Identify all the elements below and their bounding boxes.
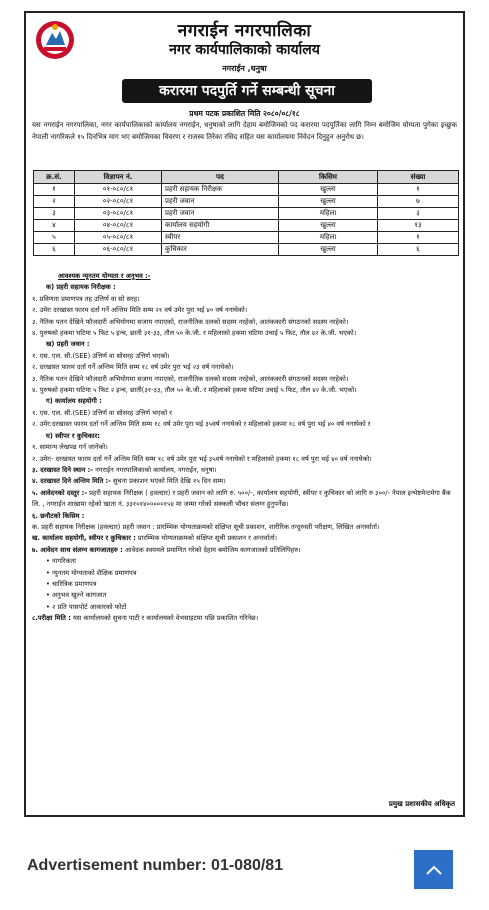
notice-image (24, 11, 465, 817)
cell: २ (34, 196, 75, 208)
cell: ६ (378, 244, 459, 256)
cell: ०४-०८०/८१ (75, 220, 162, 232)
table-row (34, 196, 459, 208)
selection-item: क. प्रहरी सहायक निरीक्षक (हवल्दार) प्रहरी जवान : प्रारम्भिक योग्यताक्रमको संक्षिप्त सूची प्रकाशन, शारीरिक तन्दुरुस्ती परीक्षण, लिखित अन्तर्वार्ता। (32, 522, 380, 531)
scroll-to-top-button[interactable] (414, 850, 453, 889)
qualification-heading: आवश्यक न्यूनतम योग्यता र अनुभव :- (58, 272, 151, 280)
application-deadline (32, 476, 457, 487)
column-header: संख्या (378, 171, 459, 184)
cell: ६ (34, 244, 75, 256)
column-header: क्र.सं. (34, 171, 75, 184)
publish-date: प्रथम पटक प्रकाशित मिति २०८०/०८/१८ (189, 109, 300, 118)
section-title: घ) स्वीपर र कुचिकार: (46, 431, 100, 440)
table-row (34, 184, 459, 196)
cell: ७ (378, 196, 459, 208)
cell: ४ (34, 220, 75, 232)
list-item: ४. पुरुषको हकमा घटिमा ५ फिट ५ इन्च, छाती ३१-३३, तौल ५० के.जी. र महिलाको हकमा घटिमा उचाई ५ फिट, तौल ४२ के.जी. भएको। (32, 329, 357, 338)
cell: खुल्ला (279, 184, 378, 196)
notice-banner: करारमा पदपुर्ति गर्ने सम्बन्धी सूचना (122, 79, 372, 103)
cell: खुल्ला (279, 196, 378, 208)
list-item: • नागरिकता (46, 557, 76, 566)
cell: १ (378, 232, 459, 244)
label: ख. कार्यालय सहयोगी, स्वीपर र कुचिकार : (32, 534, 136, 543)
table-row (34, 244, 459, 256)
cell: १ (378, 184, 459, 196)
cell: ०५-०८०/८१ (75, 232, 162, 244)
section-title: ख) प्रहरी जवान : (46, 340, 90, 349)
label: ३. दरखास्त दिने स्थान :- (32, 465, 93, 474)
selection-item (32, 533, 457, 544)
list-item: १. प्रविणता प्रमाणपत्र तह उत्तिर्ण वा सो सरह। (32, 294, 140, 303)
cell: खुल्ला (279, 220, 378, 232)
cell: १ (34, 184, 75, 196)
office-title: नगर कार्यपालिकाको कार्यालय (169, 42, 320, 58)
cell: स्वीपर (162, 232, 279, 244)
cell: कार्यालय सहयोगी (162, 220, 279, 232)
list-item: ३. नैतिक पतन देखिने फौजदारी अभियोगमा सजाय नपाएको, राजनीतिक दलको सदस्य नरहेको, आतंककारी संगठनको सदस्य नरहेको। (32, 374, 349, 383)
list-item: २. उमेरः दरखास्त फारम दर्ता गर्ने अन्तिम मिति सम्म २१ वर्ष उमेर पुरा भई ४० वर्ष ननाघेको। (32, 306, 248, 315)
value: आवेदक स्वयमले प्रमाणित गरेको देहाय बमोजिम कागजातको प्रतिलिपिहरु। (122, 545, 301, 554)
cell: ०१-०८०/८१ (75, 184, 162, 196)
list-item: ४. पुरुषको हकमा घटिमा ५ फिट २ इन्च, छाती(३१-३३, तौल ५० के.जी. र महिलाको हकमा घटिमा उचाई ५ फिट, तौल ४२ के.जी. भएको। (32, 386, 357, 395)
list-item: २. दरखास्त फारम दर्ता गर्ने अन्तिम मिति सम्म १८ वर्ष उमेर पुरा भई २३ वर्ष ननाघेको। (32, 363, 234, 372)
column-header: किसिम (279, 171, 378, 184)
list-item: २. उमेर:दरखास्त फारम दर्ता गर्ने अन्तिम मिति सम्म १८ वर्ष उमेर पुरा भई ३५वर्ष ननाघेको र महिलाको हकमा १८ वर्ष पुरा भई ४० वर्ष ननाघेको र (32, 420, 371, 429)
vacancy-table (33, 170, 459, 256)
value: प्रारम्भिक योग्यताक्रमको संक्षिप्त सूची प्रकाशन र अन्तर्वार्ता। (135, 534, 278, 543)
exam-date (32, 613, 457, 624)
value: सुचना प्रकाशन भएको मिति देखि १५ दिन सम्म। (110, 477, 226, 486)
value: यस कार्यालयको सुचना पाटी र कार्यालयको वेभसाइटमा पछि प्रकाशित गरिनेछ। (70, 614, 259, 623)
cell: महिला (279, 232, 378, 244)
selection-heading: ६. छनौटको किसिम : (32, 511, 85, 520)
value: प्रहरी सहायक निरीक्षक ( हवल्दार) र प्रहरी जवान को लागि रु. ५००/-, कार्यालय सहयोगी, स्वीपर र कुचिकार को लागि रु ३००/- नेपाल इन्भेष्टमेन्टमेगा बैंक लि. , नगराईन शाखामा रहेको खाता नं. ३३१०१४०००००१५४ मा जम्मा गरेको सक्कली भौचर संलग्न हुनुपर्नेछ। (32, 488, 451, 509)
column-header: विज्ञापन नं. (75, 171, 162, 184)
section-title: क) प्रहरी सहायक निरीक्षक : (46, 283, 116, 292)
office-address: नगराईन ,धनुषा (222, 64, 267, 73)
list-item: १. एस. एल. सी.(SEE) उत्तिर्ण वा सोसरह उत्तिर्ण भएको। (32, 351, 170, 360)
section-title: ग) कार्यालय सहयोगी : (46, 397, 102, 406)
cell: ५ (34, 232, 75, 244)
cell: महिला (279, 208, 378, 220)
list-item: • न्युनतम योग्यताको शैक्षिक प्रमाणपत्र (46, 568, 137, 577)
column-header: पद (162, 171, 279, 184)
application-place (32, 465, 457, 476)
table-row (34, 208, 459, 220)
application-fee (32, 488, 457, 511)
list-item: • चारित्रिक प्रमाणपत्र (46, 579, 97, 588)
label: ५. आवेदनको दस्तुर :- (32, 488, 88, 497)
chevron-up-icon (425, 864, 443, 876)
label: ८.परीक्षा मिति : (32, 614, 71, 623)
list-item: ३. नैतिक पतन देखिने फौजदारी अभियोगमा सजाय नपाएको, राजनीतिक दलको सदस्य नरहेको, आतंककारी संगठनको सदस्य नरहेको। (32, 317, 349, 326)
cell: १३ (378, 220, 459, 232)
signature: प्रमुख प्रशासकीय अधिकृत (388, 800, 455, 808)
cell: प्रहरी जवान (162, 208, 279, 220)
table-row (34, 220, 459, 232)
cell: खुल्ला (279, 244, 378, 256)
documents-heading (32, 545, 457, 556)
value: नगराईन नगरपालिकाको कार्यालय, नगराईन, धनुषा। (93, 465, 217, 474)
cell: प्रहरी जवान (162, 196, 279, 208)
municipality-title: नगराईन नगरपालिका (177, 21, 312, 41)
cell: ३ (378, 208, 459, 220)
cell: ३ (34, 208, 75, 220)
cell: ०६-०८०/८१ (75, 244, 162, 256)
list-item: १. एस. एल. सी.(SEE) उत्तिर्ण वा सोसरह उत्तिर्ण भएको र (32, 408, 172, 417)
list-item: २. उमेरः- दरखास्त फारम दर्ता गर्ने अन्तिम मिति सम्म १८ वर्ष उमेर पुरा भई ३५वर्ष ननाघेको र महिलाको हकमा १८ वर्ष पुरा भई ४० वर्ष ननाघेको। (32, 454, 372, 463)
cell: प्रहरी सहायक निरीक्षक (162, 184, 279, 196)
table-header-row (34, 171, 459, 184)
intro-paragraph: यस नगराईन नगरपालिका, नगर कार्यपालिकाको कार्यालय नगराईन, धनुषाको लागि देहाय बमोजिमको पद करारमा पदपुर्तिका लागि निम्न बमोजिम योग्यता पुगेका इच्छुक नेपाली नागरिकले १५ दिनभित्र माग भए बमोजिमका विवरण र राजस्व तिरेका रसिद सहित यस कार्यालयमा निवेदन दिनुहुन अनुरोध छ। (32, 121, 457, 141)
table-row (34, 232, 459, 244)
cell: ०३-०८०/८१ (75, 208, 162, 220)
advertisement-number: Advertisement number: 01-080/81 (27, 857, 284, 874)
list-item: १. सामान्य लेखपढ गर्न जानेको। (32, 443, 108, 452)
cell: कुचिकार (162, 244, 279, 256)
list-item: • अनुभव खुल्ने कागजात (46, 591, 107, 600)
label: ४. दरखास्त दिने अन्तिम मिति :- (32, 477, 111, 486)
label: ७. आवेदन साथ संलग्न कागजातहरु : (32, 545, 123, 554)
cell: ०२-०८०/८१ (75, 196, 162, 208)
list-item: • २ प्रति पासपोर्ट आकारको फोटो (46, 602, 127, 611)
notice-body (32, 271, 457, 625)
